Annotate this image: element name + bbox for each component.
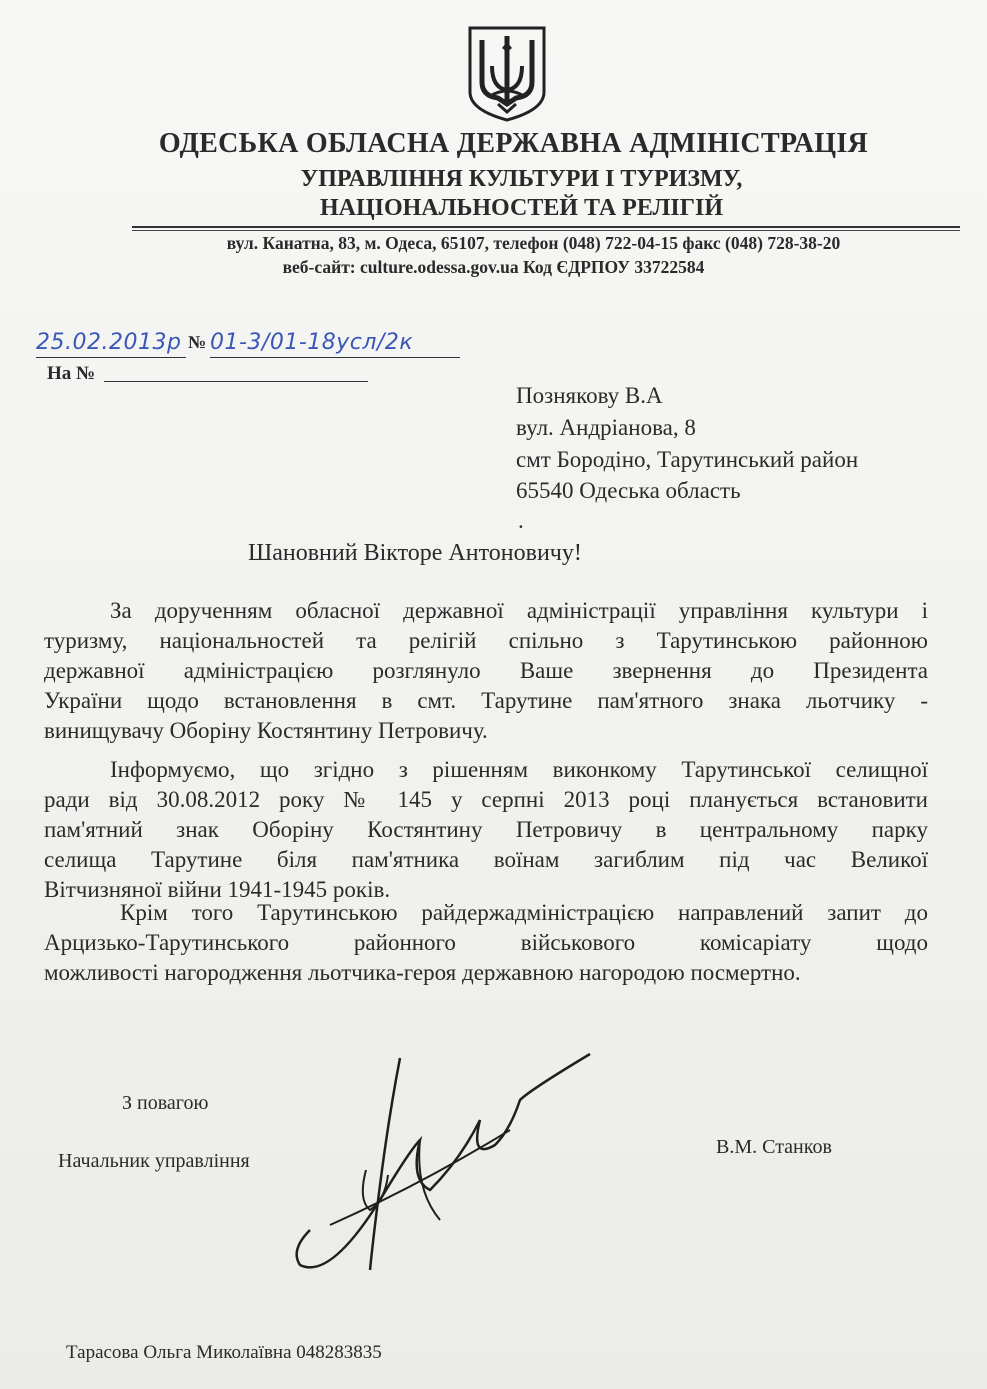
paragraph-1: [44, 596, 928, 746]
text-line: туризму, національностей та релігій спільно з Тарутинською районною: [44, 628, 928, 653]
signer-position: Начальник управління: [58, 1150, 250, 1172]
stray-dot: .: [518, 508, 524, 533]
header-divider: [132, 226, 960, 228]
salutation: Шановний Вікторе Антоновичу!: [248, 540, 582, 566]
text-line: державної адміністрацією розглянуло Ваше звернення до Президента: [44, 658, 928, 683]
number-underline: [210, 357, 460, 358]
handwritten-number: 01-3/01-18усл/2к: [210, 330, 414, 355]
text-line: ради від 30.08.2012 року № 145 у серпні 2013 році планується встановити: [44, 787, 928, 812]
dept-title-line1: УПРАВЛІННЯ КУЛЬТУРИ І ТУРИЗМУ,: [300, 166, 743, 192]
coat-of-arms-icon: [468, 26, 546, 122]
text-line: Крім того Тарутинською райдержадміністрацією направлений запит до: [120, 900, 928, 925]
number-label: №: [188, 332, 207, 352]
recipient-town: смт Бородіно, Тарутинський район: [516, 447, 859, 472]
recipient-street: вул. Андріанова, 8: [516, 415, 696, 440]
org-address: вул. Канатна, 83, м. Одеса, 65107, телефон (048) 722-04-15 факс (048) 728-38-20: [226, 233, 841, 253]
text-line: України щодо встановлення в смт. Тарутине пам'ятного знака льотчику -: [44, 688, 928, 713]
reply-number-label: На №: [47, 363, 96, 384]
date-underline: [36, 357, 186, 358]
text-line: Вітчизняної війни 1941-1945 років.: [44, 877, 391, 902]
header-divider-thin: [132, 230, 960, 231]
text-line: винищувачу Оборіну Костянтину Петровичу.: [44, 718, 488, 743]
text-line: пам'ятний знак Оборіну Костянтину Петровичу в центральному парку: [44, 817, 928, 842]
text-line: селища Тарутине біля пам'ятника воїнам загиблим під час Великої: [44, 847, 928, 872]
text-line: Інформуємо, що згідно з рішенням виконкому Тарутинської селищної: [110, 757, 928, 782]
org-website: веб-сайт: culture.odessa.gov.ua Код ЄДРПОУ 33722584: [282, 257, 705, 277]
paragraph-3: [44, 898, 928, 988]
text-line: можливості нагородження льотчика-героя державною нагородою посмертно.: [44, 960, 801, 985]
contact-footer: Тарасова Ольга Миколаївна 048283835: [66, 1342, 382, 1363]
org-title: ОДЕСЬКА ОБЛАСНА ДЕРЖАВНА АДМІНІСТРАЦІЯ: [158, 128, 869, 159]
reply-number-underline: [104, 381, 368, 382]
paragraph-2: [44, 755, 928, 905]
signer-name: В.М. Станков: [716, 1136, 832, 1158]
dept-title-line2: НАЦІОНАЛЬНОСТЕЙ ТА РЕЛІГІЙ: [319, 195, 724, 221]
closing-regards: З повагою: [122, 1092, 209, 1114]
handwritten-signature: [270, 1050, 600, 1290]
text-line: За дорученням обласної державної адміністрації управління культури і: [110, 598, 928, 623]
recipient-name: Познякову В.А: [516, 383, 663, 408]
recipient-region: 65540 Одеська область: [516, 478, 741, 503]
text-line: Арцизько-Тарутинського районного військового комісаріату щодо: [44, 930, 928, 955]
handwritten-date: 25.02.2013р: [36, 330, 182, 355]
